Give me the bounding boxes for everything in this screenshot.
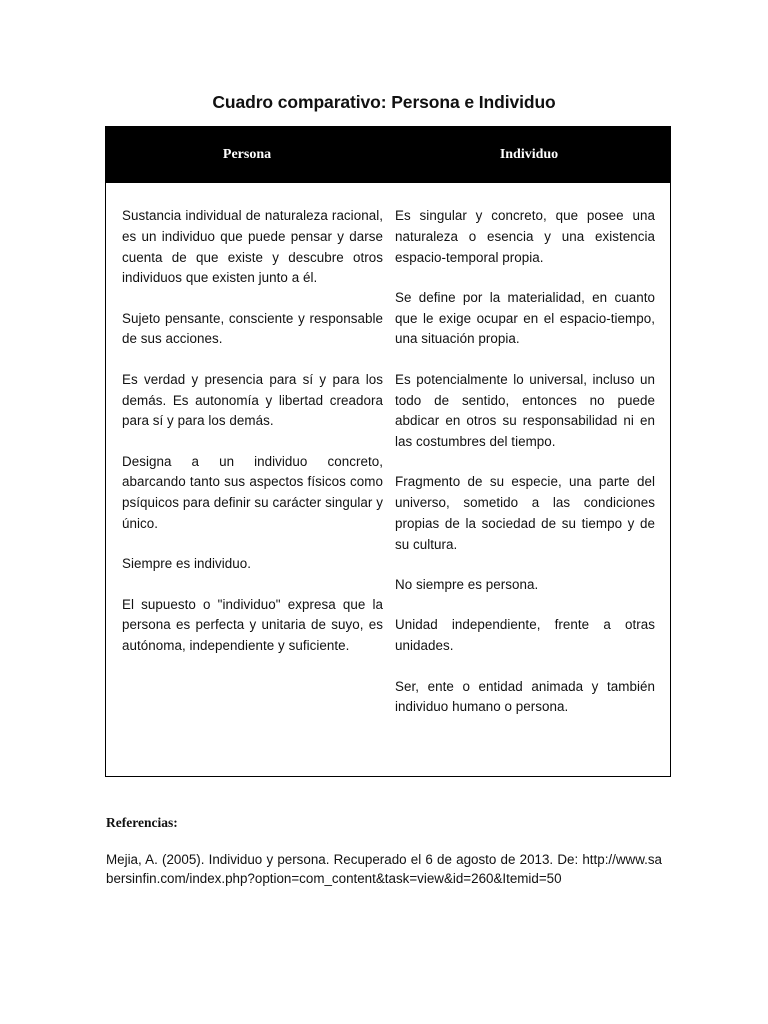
header-persona: Persona xyxy=(222,147,272,162)
reference-entry: Mejia, A. (2005). Individuo y persona. Recuperado el 6 de agosto de 2013. De: http://www.sabersinfin.com/index.php?option=com_content&task=view&id=260&Itemid=50 xyxy=(106,852,662,886)
persona-item: Designa a un individuo concreto, abarcando tanto sus aspectos físicos como psíquicos para definir su carácter singular y único. xyxy=(122,453,383,532)
individuo-item: Unidad independiente, frente a otras unidades. xyxy=(395,617,655,654)
table-body xyxy=(106,183,670,738)
comparison-table xyxy=(105,126,671,777)
individuo-item: Es potencialmente lo universal, incluso un todo de sentido, entonces no puede abdicar en otros su responsabilidad ni en las costumbres del tiempo. xyxy=(395,371,655,450)
header-individuo: Individuo xyxy=(499,147,559,162)
individuo-item: Fragmento de su especie, una parte del universo, sometido a las condiciones propias de la sociedad de su tiempo y de su cultura. xyxy=(395,474,655,552)
persona-item: El supuesto o "individuo" expresa que la persona es perfecta y unitaria de suyo, es autónoma, independiente y suficiente. xyxy=(122,596,383,654)
individuo-item: No siempre es persona. xyxy=(395,577,539,593)
individuo-item: Se define por la materialidad, en cuanto que le exige ocupar en el espacio-tiempo, una situación propia. xyxy=(395,289,655,347)
references-heading: Referencias: xyxy=(106,815,178,830)
persona-column xyxy=(106,183,394,738)
persona-item: Sujeto pensante, consciente y responsable de sus acciones. xyxy=(122,310,383,347)
table-header xyxy=(106,127,670,183)
individuo-column xyxy=(394,183,670,738)
persona-item: Siempre es individuo. xyxy=(122,556,252,572)
individuo-item: Ser, ente o entidad animada y también individuo humano o persona. xyxy=(395,678,655,715)
individuo-item: Es singular y concreto, que posee una naturaleza o esencia y una existencia espacio-temporal propia. xyxy=(395,208,655,265)
page-title: Cuadro comparativo: Persona e Individuo xyxy=(212,92,556,112)
persona-item: Sustancia individual de naturaleza racional, es un individuo que puede pensar y darse cuenta de que existe y descubre otros individuos que existen junto a él. xyxy=(122,208,383,286)
persona-item: Es verdad y presencia para sí y para los demás. Es autonomía y libertad creadora para sí y para los demás. xyxy=(122,371,383,429)
